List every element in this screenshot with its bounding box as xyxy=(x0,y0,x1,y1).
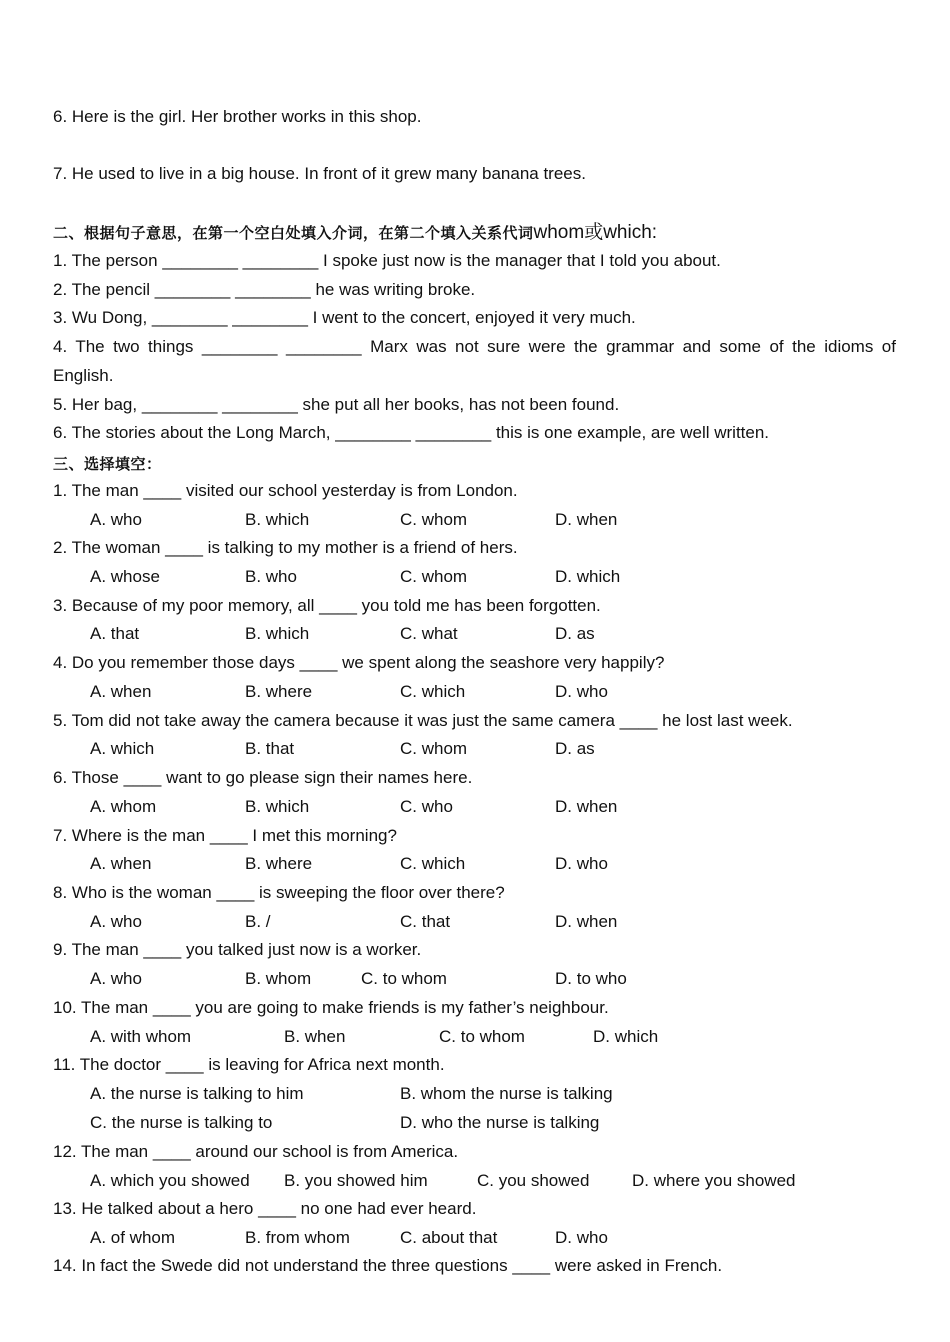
question-2: 2. The woman ____ is talking to my mother is a friend of hers. xyxy=(53,538,518,557)
option-c: C. which xyxy=(400,854,466,873)
section-2-item-2: 2. The pencil ________ ________ he was writing broke. xyxy=(53,280,476,299)
option-d: D. to who xyxy=(555,969,627,988)
section-2-item-4: 4. The two things ________ ________ Marx was not sure were the grammar and some of the idioms of xyxy=(53,337,896,356)
option-b: B. which xyxy=(245,797,310,816)
option-c: C. whom xyxy=(400,510,468,529)
option-b: B. who xyxy=(245,567,297,586)
question-11: 11. The doctor ____ is leaving for Africa next month. xyxy=(53,1055,445,1074)
option-d: D. where you showed xyxy=(632,1171,796,1190)
option-a: A. the nurse is talking to him xyxy=(90,1084,304,1103)
question-7: 7. Where is the man ____ I met this morning? xyxy=(53,826,397,845)
option-d: D. as xyxy=(555,624,595,643)
option-d: D. when xyxy=(555,510,618,529)
option-d: D. who xyxy=(555,1228,608,1247)
option-a: A. who xyxy=(90,969,142,988)
option-c: C. you showed xyxy=(477,1171,590,1190)
option-d: D. when xyxy=(555,912,618,931)
option-c: C. whom xyxy=(400,567,468,586)
option-d: D. as xyxy=(555,739,595,758)
option-c: C. who xyxy=(400,797,453,816)
option-b: B. where xyxy=(245,854,313,873)
question-6: 6. Those ____ want to go please sign their names here. xyxy=(53,768,473,787)
question-9: 9. The man ____ you talked just now is a worker. xyxy=(53,940,422,959)
option-b: B. where xyxy=(245,682,313,701)
option-a: A. who xyxy=(90,912,142,931)
section-2-heading-cn: 二、根据句子意思，在第一个空白处填入介词，在第二个填入关系代词 xyxy=(53,224,534,242)
option-d: D. which xyxy=(593,1027,659,1046)
option-b: B. whom xyxy=(245,969,312,988)
option-b: B. / xyxy=(245,912,271,931)
option-c: C. about that xyxy=(400,1228,498,1247)
section-3-heading: 三、选择填空： xyxy=(53,455,162,473)
option-c: C. to whom xyxy=(361,969,447,988)
option-c: C. that xyxy=(400,912,451,931)
rewrite-item-6: 6. Here is the girl. Her brother works in this shop. xyxy=(53,107,422,126)
option-b: B. you showed him xyxy=(284,1171,428,1190)
option-c: C. to whom xyxy=(439,1027,525,1046)
section-2-heading xyxy=(53,223,657,243)
section-2-heading-en: whom或which: xyxy=(533,222,658,243)
option-a: A. whose xyxy=(90,567,160,586)
option-a: A. which xyxy=(90,739,155,758)
question-10: 10. The man ____ you are going to make friends is my father’s neighbour. xyxy=(53,998,609,1017)
option-d: D. who xyxy=(555,854,608,873)
option-d: D. who xyxy=(555,682,608,701)
section-2-item-5: 5. Her bag, ________ ________ she put all her books, has not been found. xyxy=(53,395,620,414)
question-14: 14. In fact the Swede did not understand the three questions ____ were asked in French. xyxy=(53,1256,723,1275)
section-2-item-6: 6. The stories about the Long March, ________ ________ this is one example, are well written. xyxy=(53,423,770,442)
rewrite-item-7: 7. He used to live in a big house. In front of it grew many banana trees. xyxy=(53,164,586,183)
option-a: A. of whom xyxy=(90,1228,176,1247)
section-2-item-4-cont: English. xyxy=(53,366,114,385)
option-c: C. what xyxy=(400,624,458,643)
option-a: A. that xyxy=(90,624,140,643)
option-b: B. whom the nurse is talking xyxy=(400,1084,613,1103)
option-a: A. which you showed xyxy=(90,1171,250,1190)
option-b: B. which xyxy=(245,510,310,529)
option-a: A. who xyxy=(90,510,142,529)
question-4: 4. Do you remember those days ____ we spent along the seashore very happily? xyxy=(53,653,665,672)
option-a: A. whom xyxy=(90,797,157,816)
option-a: A. when xyxy=(90,854,152,873)
option-d: D. who the nurse is talking xyxy=(400,1113,600,1132)
option-d: D. when xyxy=(555,797,618,816)
option-b: B. from whom xyxy=(245,1228,350,1247)
option-b: B. when xyxy=(284,1027,346,1046)
question-1: 1. The man ____ visited our school yesterday is from London. xyxy=(53,481,518,500)
option-c: C. which xyxy=(400,682,466,701)
option-b: B. which xyxy=(245,624,310,643)
question-13: 13. He talked about a hero ____ no one had ever heard. xyxy=(53,1199,477,1218)
option-c: C. the nurse is talking to xyxy=(90,1113,273,1132)
section-2-item-1: 1. The person ________ ________ I spoke just now is the manager that I told you about. xyxy=(53,251,721,270)
question-8: 8. Who is the woman ____ is sweeping the floor over there? xyxy=(53,883,505,902)
question-3: 3. Because of my poor memory, all ____ you told me has been forgotten. xyxy=(53,596,601,615)
option-c: C. whom xyxy=(400,739,468,758)
question-12: 12. The man ____ around our school is from America. xyxy=(53,1142,459,1161)
option-a: A. with whom xyxy=(90,1027,192,1046)
option-b: B. that xyxy=(245,739,295,758)
section-2-item-3: 3. Wu Dong, ________ ________ I went to the concert, enjoyed it very much. xyxy=(53,308,636,327)
question-5: 5. Tom did not take away the camera because it was just the same camera ____ he lost last week. xyxy=(53,711,793,730)
option-d: D. which xyxy=(555,567,621,586)
option-a: A. when xyxy=(90,682,152,701)
